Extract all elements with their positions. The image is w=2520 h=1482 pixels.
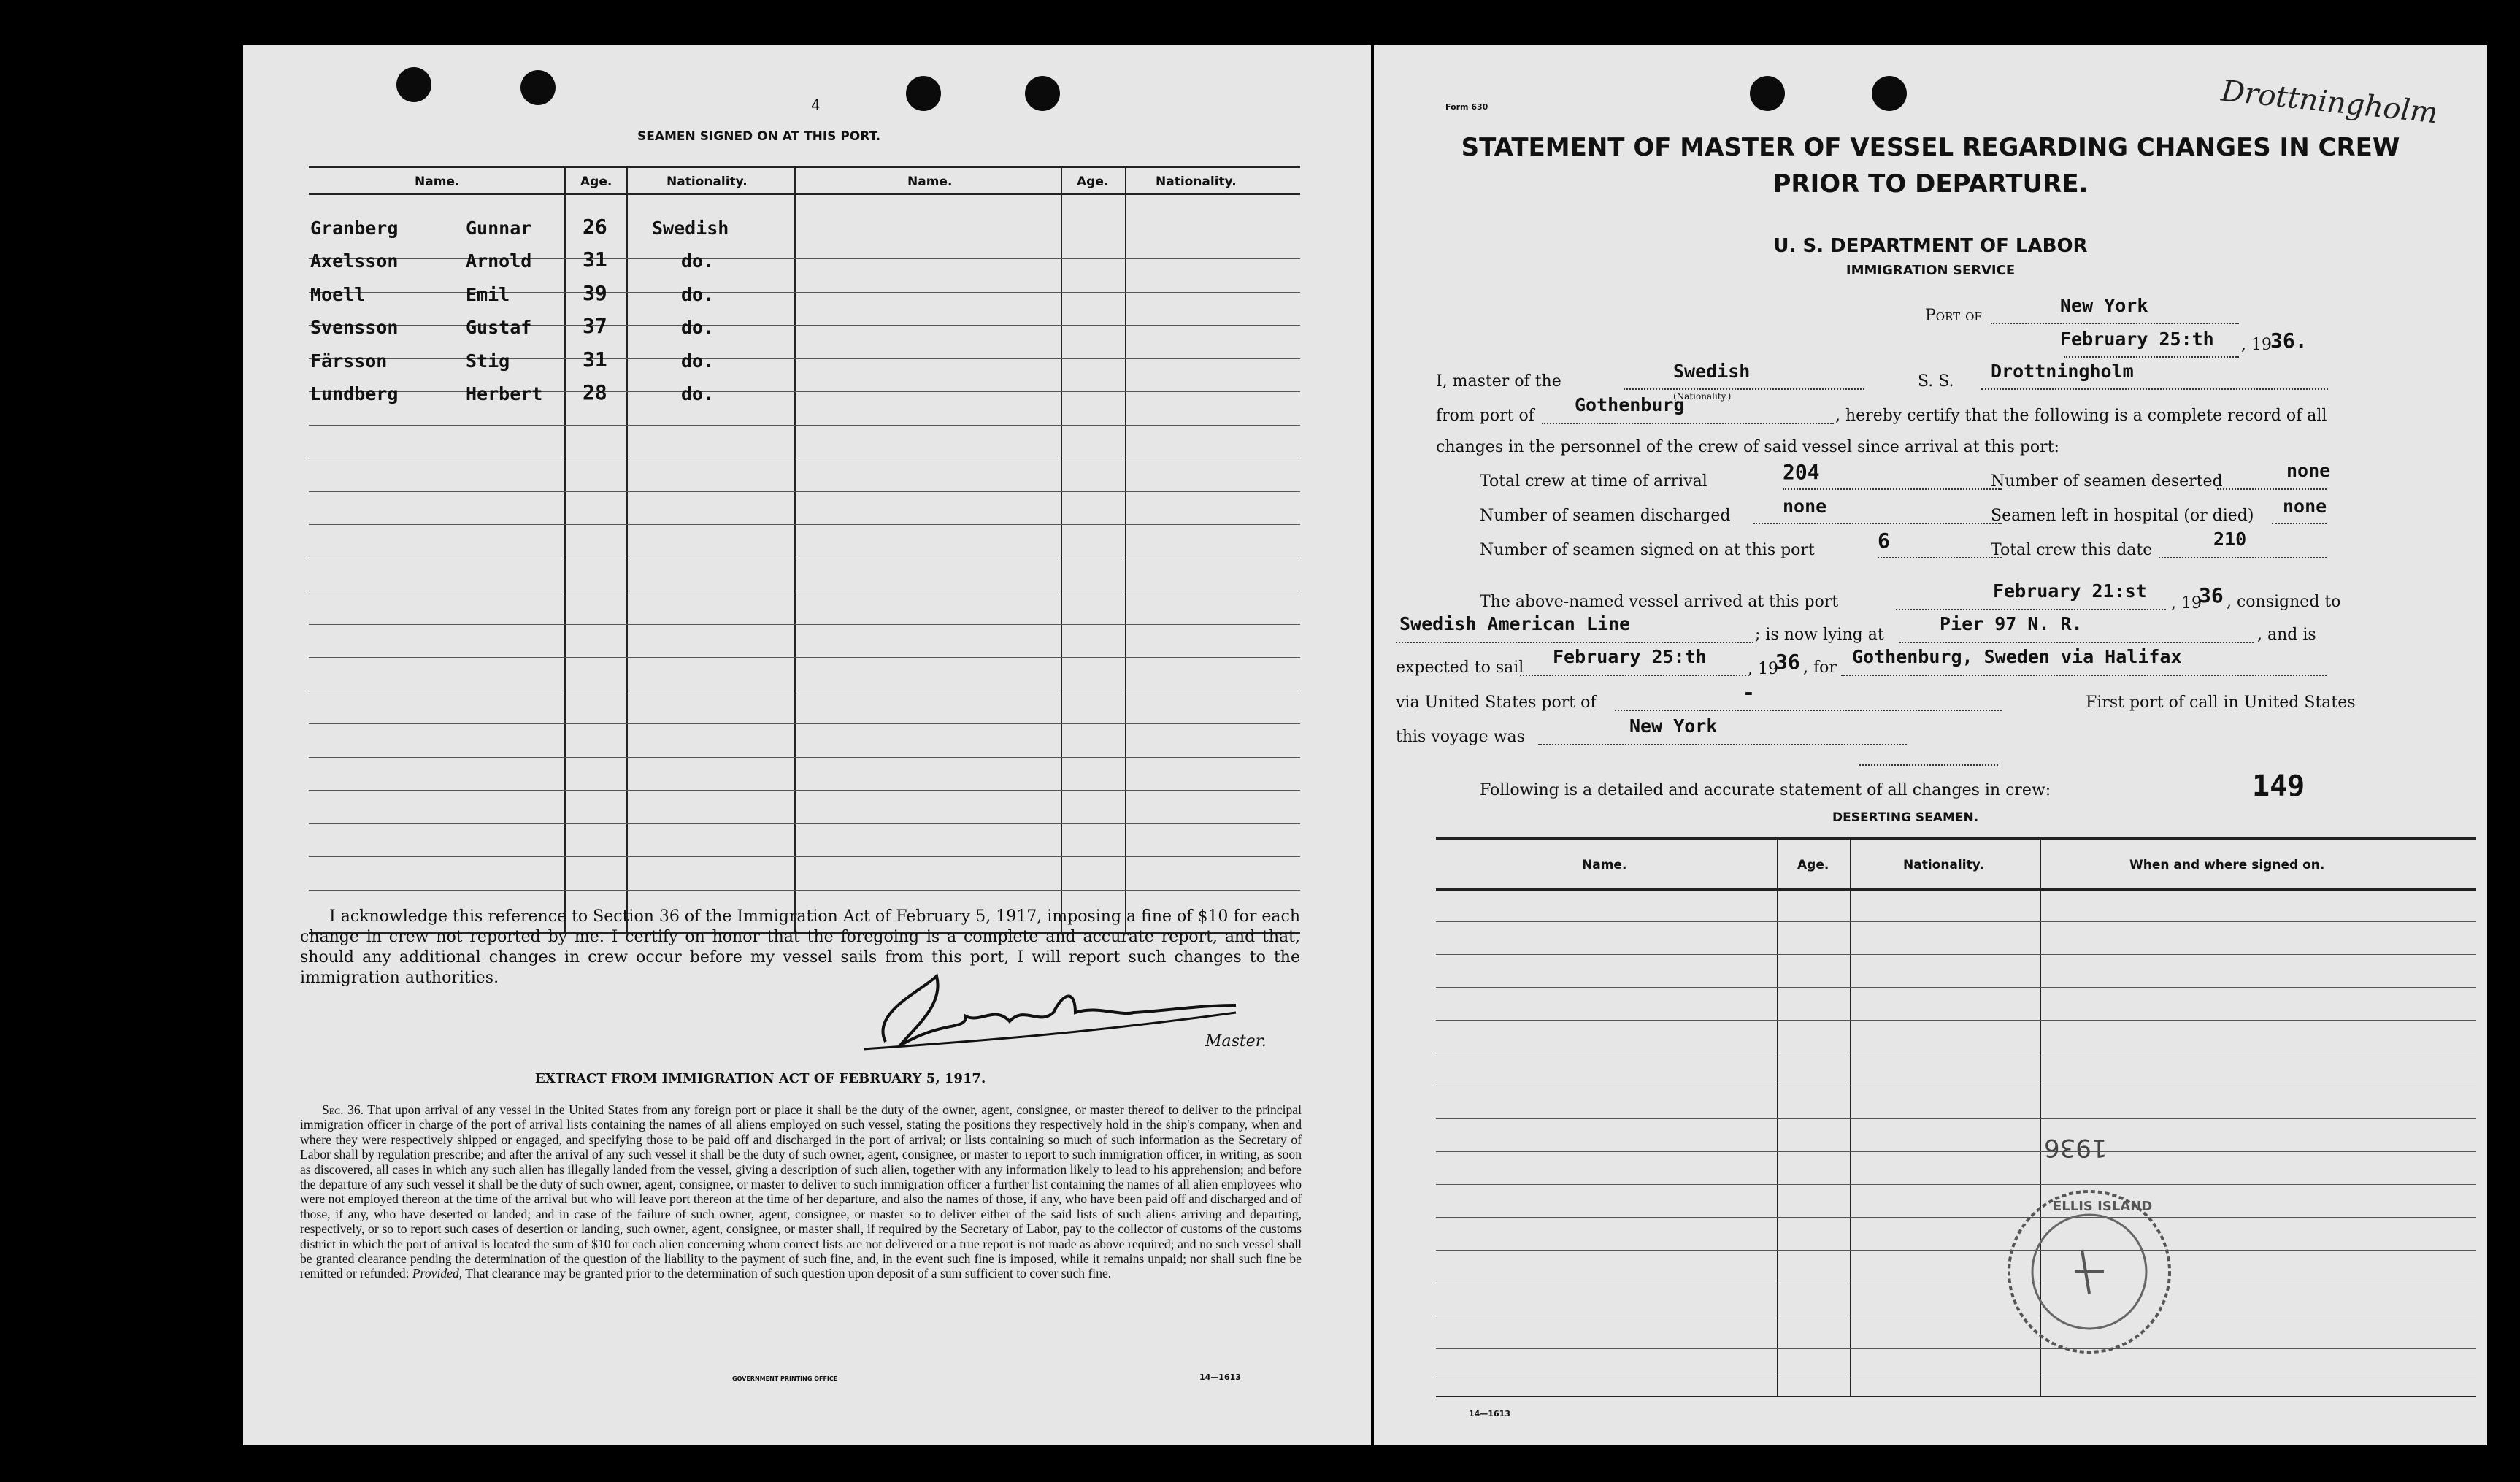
seaman-surname: Svensson xyxy=(310,317,399,338)
total-crew-date-label: Total crew this date xyxy=(1991,541,2153,559)
punch-hole xyxy=(1025,76,1060,111)
hospital-label: Seamen left in hospital (or died) xyxy=(1991,507,2254,525)
desert-col-age: Age. xyxy=(1797,858,1829,872)
hospital-value: none xyxy=(2283,496,2327,517)
ss-label: S. S. xyxy=(1918,372,1954,391)
acknowledgment-text: I acknowledge this reference to Section 36 of the Immigration Act of February 5, 1917, imposing a fine of $10 for each change in crew not reported by me. I certify on honor that the foregoing is a complete and accurate report, and that, should any additional changes in crew occur before my vessel sails from this port, I will report such changes to the immigration authorities. xyxy=(300,907,1300,987)
punch-hole xyxy=(396,67,431,102)
seaman-nationality: do. xyxy=(681,284,715,305)
form-code: 14—1613 xyxy=(1199,1372,1241,1382)
vessel-name: Drottningholm xyxy=(1991,361,2134,382)
col-header-name: Name. xyxy=(415,174,460,189)
seaman-age: 26 xyxy=(583,215,607,239)
punch-hole xyxy=(1750,76,1785,111)
seaman-given-name: Arnold xyxy=(466,250,532,272)
first-port-value: New York xyxy=(1629,715,1718,737)
department: U. S. DEPARTMENT OF LABOR xyxy=(1773,235,2088,257)
form-label: Form 630 xyxy=(1445,102,1488,112)
discharged-label: Number of seamen discharged xyxy=(1480,507,1731,525)
stamp-year: 1936 xyxy=(2044,1133,2108,1162)
seaman-age: 31 xyxy=(583,247,607,272)
destination-value: Gothenburg, Sweden via Halifax xyxy=(1852,646,2182,667)
page-number: 4 xyxy=(811,96,821,114)
col-header-age: Age. xyxy=(580,174,612,189)
seaman-nationality: do. xyxy=(681,250,715,272)
seaman-given-name: Herbert xyxy=(466,383,543,404)
deserted-value: none xyxy=(2286,460,2331,481)
following-label: Following is a detailed and accurate statement of all changes in crew: xyxy=(1480,781,2051,799)
expected-label: expected to sail xyxy=(1396,659,1524,677)
punch-hole xyxy=(1872,76,1907,111)
arrived-label: The above-named vessel arrived at this port xyxy=(1480,593,1839,611)
desert-col-name: Name. xyxy=(1582,858,1627,872)
total-crew-arrival-label: Total crew at time of arrival xyxy=(1480,472,1707,491)
seaman-given-name: Emil xyxy=(466,284,510,305)
seaman-age: 28 xyxy=(583,380,607,404)
consigned-label: , consigned to xyxy=(2227,593,2341,611)
master-of-label: I, master of the xyxy=(1436,372,1561,391)
and-is-label: , and is xyxy=(2257,626,2316,644)
first-port-label: First port of call in United States xyxy=(2086,694,2356,712)
sail-date-value: February 25:th xyxy=(1553,646,1707,667)
consignee-value: Swedish American Line xyxy=(1399,613,1631,634)
seaman-surname: Färsson xyxy=(310,350,388,372)
seaman-given-name: Stig xyxy=(466,350,510,372)
seaman-age: 39 xyxy=(583,281,607,305)
extract-title: EXTRACT FROM IMMIGRATION ACT OF FEBRUARY 5, 1917. xyxy=(535,1071,986,1086)
form-title-line1: STATEMENT OF MASTER OF VESSEL REGARDING CHANGES IN CREW xyxy=(1461,133,2400,162)
seaman-surname: Moell xyxy=(310,284,366,305)
total-crew-date-value: 210 xyxy=(2213,529,2247,550)
desert-col-signed-on: When and where signed on. xyxy=(2129,858,2325,872)
signed-on-label: Number of seamen signed on at this port xyxy=(1480,541,1815,559)
lying-label: ; is now lying at xyxy=(1755,626,1884,644)
changes-text: changes in the personnel of the crew of said vessel since arrival at this port: xyxy=(1436,438,2059,456)
sail-year-prefix: , 19 xyxy=(1748,660,1778,678)
via-label: via United States port of xyxy=(1396,694,1597,712)
nationality-value: Swedish xyxy=(1673,361,1751,382)
punch-hole xyxy=(520,70,556,105)
seaman-given-name: Gunnar xyxy=(466,218,532,239)
certify-text: , hereby certify that the following is a complete record of all xyxy=(1835,407,2327,425)
from-port-label: from port of xyxy=(1436,407,1534,425)
provided-text: That clearance may be granted prior to the determination of such question upon deposit of a sum sufficient to cover such fine. xyxy=(465,1266,1112,1281)
col-header-name-2: Name. xyxy=(907,174,953,189)
from-port-value: Gothenburg xyxy=(1575,394,1685,415)
seaman-nationality: do. xyxy=(681,350,715,372)
for-label: , for xyxy=(1803,659,1837,677)
list-number: 149 xyxy=(2252,769,2305,803)
provided-label: Provided, xyxy=(412,1266,463,1281)
nationality-caption: (Nationality.) xyxy=(1673,391,1732,402)
service: IMMIGRATION SERVICE xyxy=(1845,263,2016,278)
extract-text xyxy=(300,1102,1302,1281)
ship-note: Drottningholm xyxy=(2219,74,2440,131)
seaman-given-name: Gustaf xyxy=(466,317,532,338)
total-crew-arrival-value: 204 xyxy=(1783,460,1820,484)
seaman-surname: Axelsson xyxy=(310,250,399,272)
date-value: February 25:th xyxy=(2060,329,2214,350)
col-header-age-2: Age. xyxy=(1077,174,1109,189)
year-value: 36. xyxy=(2270,329,2308,353)
seaman-nationality: do. xyxy=(681,317,715,338)
lying-value: Pier 97 N. R. xyxy=(1940,613,2083,634)
arrived-value: February 21:st xyxy=(1993,580,2147,602)
port-of-value: New York xyxy=(2060,295,2148,316)
master-label: Master. xyxy=(1205,1032,1267,1051)
deserting-title: DESERTING SEAMEN. xyxy=(1832,810,1979,825)
left-page xyxy=(243,45,1371,1445)
seaman-surname: Granberg xyxy=(310,218,399,239)
seaman-age: 31 xyxy=(583,348,607,372)
year-prefix: , 19 xyxy=(2241,336,2272,354)
col-header-nationality-2: Nationality. xyxy=(1156,174,1237,189)
seaman-nationality: Swedish xyxy=(652,218,729,239)
seaman-surname: Lundberg xyxy=(310,383,399,404)
master-signature xyxy=(856,961,1243,1064)
deserted-label: Number of seamen deserted xyxy=(1991,472,2223,491)
arrived-year-prefix: , 19 xyxy=(2171,594,2202,613)
extract-body: That upon arrival of any vessel in the United States from any foreign port or place it shall be the duty of the owner, agent, consignee, or master thereof to deliver to the principal immigration officer in charge of the port of arrival lists containing the names of all aliens employed on such vessel, stating the positions they respectively hold in the ship's company, when and where they were respectively shipped or engaged, and specifying those to be paid off and discharged in the port of arrival; or lists containing so much of such information as the Secretary of Labor shall by regulation prescribe; and after the arrival of any such vessel it shall be the duty of such owner, agent, consignee, or master to report to such immigration officer, in writing, as soon as discovered, all cases in which any such alien has illegally landed from the vessel, giving a description of such alien, together with any information likely to lead to his apprehension; and before the departure of any such vessel it shall be the duty of such owner, agent, consignee, or master to deliver to such immigration officer a further list containing the names of all alien employees who were not employed thereon at the time of the arrival but who will leave port thereon at the time of her departure, and also the names of those, if any, who have been paid off and discharged and of those, if any, who have deserted or landed; and in case of the failure of such owner, agent, consignee, or master so to deliver either of the said lists of such aliens arriving and departing, respectively, or so to report such cases of desertion or landing, such owner, agent, consignee, or master shall, if required by the Secretary of Labor, pay to the collector of customs of the customs district in which the port of arrival is located the sum of $10 for each alien concerning whom correct lists are not delivered or a true report is not made as above required; and no such vessel shall be granted clearance pending the determination of the question of the liability to the payment of such fine, and, in the event such fine is imposed, while it remains unpaid; nor shall such fine be remitted or refunded: xyxy=(300,1102,1302,1281)
stamp-label: ELLIS ISLAND xyxy=(2053,1199,2153,1214)
col-header-nationality: Nationality. xyxy=(667,174,748,189)
section-title: SEAMEN SIGNED ON AT THIS PORT. xyxy=(637,129,881,144)
signed-on-value: 6 xyxy=(1878,529,1890,553)
desert-col-nationality: Nationality. xyxy=(1903,858,1984,872)
seaman-age: 37 xyxy=(583,314,607,338)
printer-line: GOVERNMENT PRINTING OFFICE xyxy=(732,1375,838,1382)
punch-hole xyxy=(906,76,941,111)
arrived-year: 36 xyxy=(2199,583,2224,607)
form-code: 14—1613 xyxy=(1469,1409,1510,1418)
port-of-label: Port of xyxy=(1925,307,1982,325)
via-value: - xyxy=(1743,680,1755,704)
right-page xyxy=(1374,45,2487,1445)
form-title-line2: PRIOR TO DEPARTURE. xyxy=(1772,169,2089,199)
this-voyage-label: this voyage was xyxy=(1396,728,1525,746)
discharged-value: none xyxy=(1783,496,1827,517)
sail-year: 36 xyxy=(1775,650,1800,674)
sec-label: Sec. 36. xyxy=(322,1102,364,1117)
seaman-nationality: do. xyxy=(681,383,715,404)
